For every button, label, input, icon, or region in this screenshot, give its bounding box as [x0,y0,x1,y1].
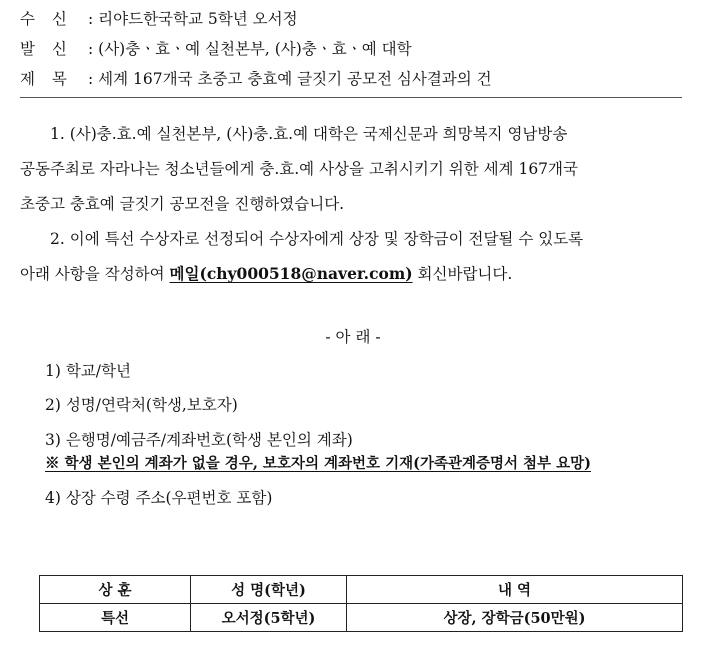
paragraph-2-line-2 [20,262,512,284]
subject-line: 제 목 : 세계 167개국 초중고 충효예 글짓기 공모전 심사결과의 건 [20,67,492,89]
recipient-label: 수 신 [20,10,73,28]
column-header-name: 성 명(학년) [191,576,347,604]
header-divider [20,97,682,98]
account-note: ※ 학생 본인의 계좌가 없을 경우, 보호자의 계좌번호 기재(가족관계증명서 첨부 요망) [45,455,591,472]
list-item-school-grade: 1) 학교/학년 [45,362,131,380]
paragraph-2-line-1: 2. 이에 특선 수상자로 선정되어 수상자에게 상장 및 장학금이 전달될 수 있도록 [50,230,584,248]
sender-value: (사)충ㆍ효ㆍ예 실천본부, (사)충ㆍ효ㆍ예 대학 [98,40,412,58]
list-item-bank-account: 3) 은행명/예금주/계좌번호(학생 본인의 계좌) [45,431,353,449]
reply-request-text: 회신바랍니다. [412,265,513,283]
recipient-line: 수 신 : 리야드한국학교 5학년 오서정 [20,7,298,29]
subject-value: 세계 167개국 초중고 충효예 글짓기 공모전 심사결과의 건 [98,70,492,88]
column-header-details: 내 역 [347,576,683,604]
paragraph-1-line-3: 초중고 충효예 글짓기 공모전을 진행하였습니다. [20,195,345,213]
list-item-address: 4) 상장 수령 주소(우편번호 포함) [45,489,273,507]
email-link[interactable]: 메일(chy000518@naver.com) [169,264,413,283]
reply-instruction-text: 아래 사항을 작성하여 [20,265,170,283]
sender-line: 발 신 : (사)충ㆍ효ㆍ예 실천본부, (사)충ㆍ효ㆍ예 대학 [20,37,412,59]
details-cell: 상장, 장학금(50만원) [347,604,683,632]
list-item-name-contact: 2) 성명/연락처(학생,보호자) [45,396,238,414]
award-table-header [40,576,683,604]
recipient-value: 리야드한국학교 5학년 오서정 [98,10,298,28]
name-cell: 오서정(5학년) [191,604,347,632]
section-title: - 아 래 - [325,328,381,346]
table-row [40,604,683,632]
award-table [39,575,683,632]
award-cell: 특선 [40,604,191,632]
paragraph-1-line-1: 1. (사)충.효.예 실천본부, (사)충.효.예 대학은 국제신문과 희망복지 영남방송 [50,125,568,143]
paragraph-1-line-2: 공동주최로 자라나는 청소년들에게 충.효.예 사상을 고취시키기 위한 세계 167개국 [20,160,578,178]
subject-label: 제 목 [20,70,73,88]
column-header-award: 상 훈 [40,576,191,604]
sender-label: 발 신 [20,40,73,58]
